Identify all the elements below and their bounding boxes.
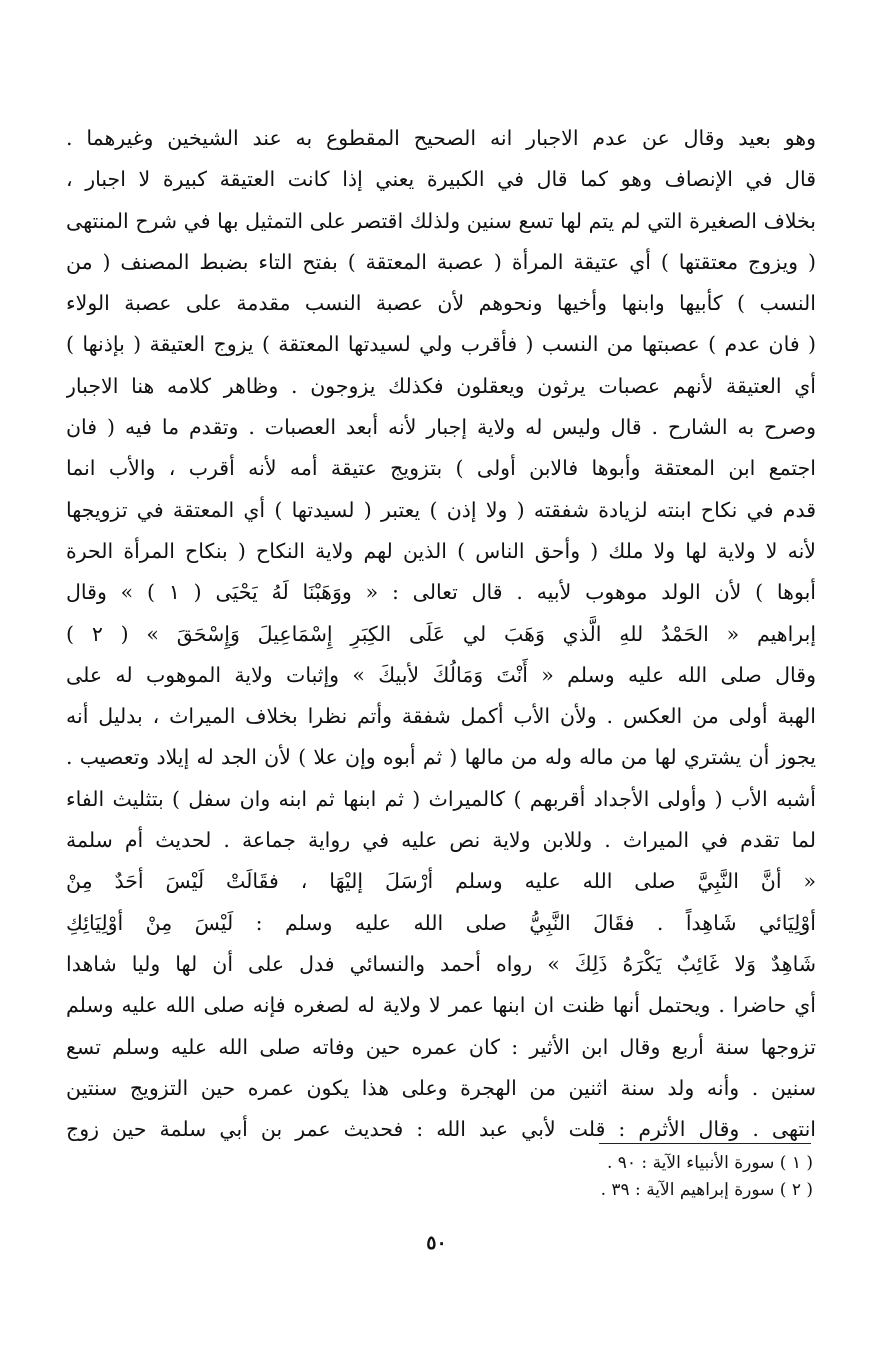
text-line: قال في الإنصاف وهو كما قال في الكبيرة يعني إذا كانت العتيقة كبيرة لا اجبار ،: [66, 167, 816, 192]
footnotes: [393, 1150, 813, 1204]
text-line: سنين . وأنه ولد سنة اثنين من الهجرة وعلى هذا يكون عمره حين التزويج سنتين: [66, 1075, 816, 1100]
text-line: بخلاف الصغيرة التي لم يتم لها تسع سنين ولذلك اقتصر على التمثيل بها في شرح المنتهى: [66, 208, 816, 233]
text-line: لما تقدم في الميراث . وللابن ولاية نص عليه في رواية جماعة . لحديث أم سلمة: [66, 828, 816, 853]
text-line: تزوجها سنة أربع وقال ابن الأثير : كان عمره حين وفاته صلى الله عليه وسلم تسع: [66, 1034, 816, 1059]
text-line: النسب ) كأبيها وابنها وأخيها ونحوهم لأن عصبة النسب مقدمة على عصبة الولاء: [66, 291, 816, 316]
text-line: لأنه لا ولاية لها ولا ملك ( وأحق الناس ) الذين لهم ولاية النكاح ( بنكاح المرأة الحرة: [66, 538, 816, 563]
text-line: انتهى . وقال الأثرم : قلت لأبي عبد الله : فحديث عمر بن أبي سلمة حين زوج: [66, 1117, 816, 1142]
text-line: أبوها ) لأن الولد موهوب لأبيه . قال تعالى : « ووَهَبْنَا لَهُ يَحْيَى ( ١ ) » وقال: [66, 580, 816, 605]
footnote: ( ١ ) سورة الأنبياء الآية : ٩٠ .: [606, 1153, 813, 1173]
text-line: شَاهِدٌ وَلا غَائِبٌ يَكْرَهُ ذَلِكَ » رواه أحمد والنسائي فدل على أن لها وليا شاهدا: [66, 951, 816, 976]
text-line: إبراهيم « الحَمْدُ للهِ الَّذي وَهَبَ لي عَلَى الكِبَرِ إِسْمَاعِيلَ وَإِسْحَقَ » ( ٢ ): [66, 621, 816, 646]
text-line: أي العتيقة لأنهم عصبات يرثون ويعقلون فكذلك يزوجون . وظاهر كلامه هنا الاجبار: [66, 373, 816, 398]
text-line: يجوز أن يشتري لها من ماله وله من مالها ( ثم أبوه وإن علا ) لأن الجد له إيلاد وتعصيب .: [66, 745, 816, 770]
body-text: [66, 118, 816, 1150]
text-line: قدم في نكاح ابنته لزيادة شفقته ( ولا إذن ) يعتبر ( لسيدتها ) أي المعتقة في تزويجها: [66, 497, 816, 522]
text-line: أشبه الأب ( وأولى الأجداد أقربهم ) كالميراث ( ثم ابنها ثم ابنه وان سفل ) بتثليث الفاء: [66, 786, 816, 811]
text-line: أي حاضرا . ويحتمل أنها ظنت ان ابنها عمر لا ولاية له لصغره فإنه صلى الله عليه وسلم: [66, 993, 816, 1018]
text-line: اجتمع ابن المعتقة وأبوها فالابن أولى ) بتزويج عتيقة أمه لأنه أقرب ، والأب انما: [66, 456, 816, 481]
text-line: أوْلِيَائي شَاهِداً . فقَالَ النَّبِيُّ صلى الله عليه وسلم : لَيْسَ مِنْ أوْلِيَائِكِ: [66, 910, 816, 935]
page-number: ٥٠: [426, 1232, 447, 1254]
text-line: وهو بعيد وقال عن عدم الاجبار انه الصحيح المقطوع به عند الشيخين وغيرهما .: [66, 126, 816, 150]
text-line: ( فان عدم ) عصبتها من النسب ( فأقرب ولي لسيدتها المعتقة ) يزوج العتيقة ( بإذنها ): [66, 332, 816, 357]
footnote: ( ٢ ) سورة إبراهيم الآية : ٣٩ .: [600, 1180, 813, 1200]
text-line: وصرح به الشارح . قال وليس له ولاية إجبار لأنه أبعد العصبات . وتقدم ما فيه ( فان: [66, 415, 816, 440]
text-line: وقال صلى الله عليه وسلم « أَنْتَ وَمَالُكَ لأبيكَ » وإثبات ولاية الموهوب له على: [66, 662, 816, 687]
text-line: ( ويزوج معتقتها ) أي عتيقة المرأة ( عصبة المعتقة ) بفتح التاء بضبط المصنف ( من: [66, 249, 816, 274]
text-line: « أنَّ النَّبِيَّ صلى الله عليه وسلم أرْسَلَ إليْهَا ، فقَالَتْ لَيْسَ أحَدٌ مِنْ: [66, 869, 816, 894]
text-line: الهبة أولى من العكس . ولأن الأب أكمل شفقة وأتم نظرا بخلاف الميراث ، بدليل أنه: [66, 704, 816, 729]
footnote-separator: [599, 1143, 811, 1144]
